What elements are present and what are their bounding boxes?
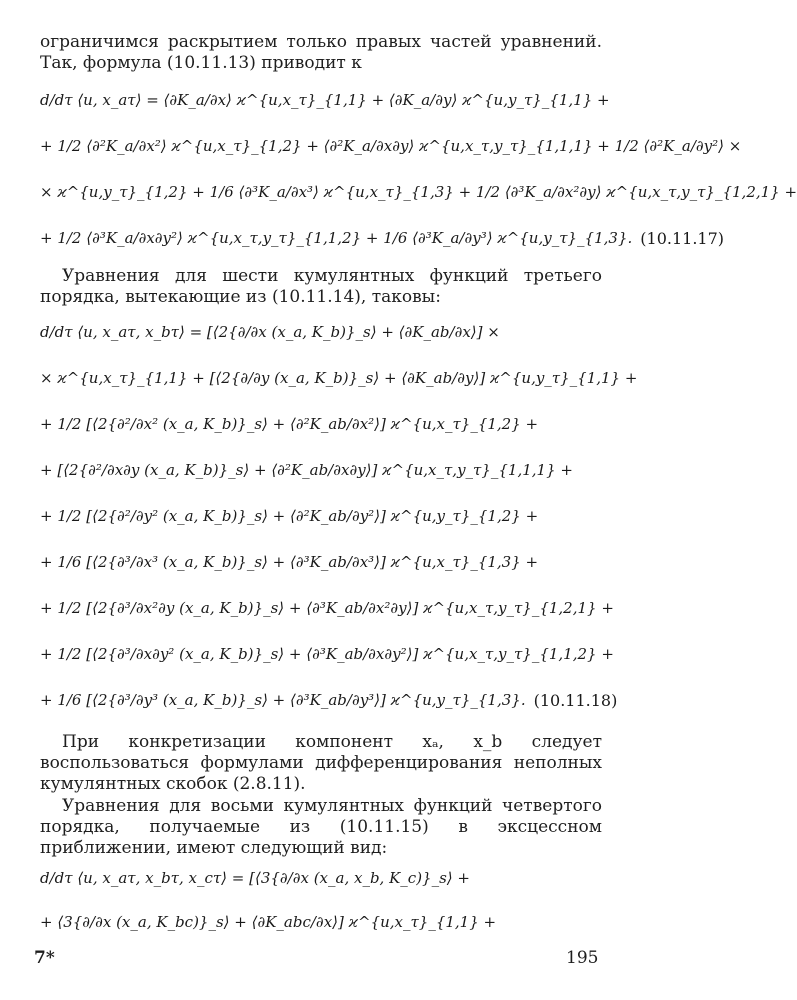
eq-10-11-18-line-2 xyxy=(40,356,638,400)
eq-10-11-18-line-5 xyxy=(40,494,602,538)
equation-text: + 1/2 [⟨2{∂³/∂x∂y² (x_a, K_b)}_s⟩ + ⟨∂³K_ab/∂x∂y²⟩] ϰ^{u,x_τ,y_τ}_{1,1,2} + xyxy=(40,645,614,663)
equation-text: + 1/2 [⟨2{∂²/∂y² (x_a, K_b)}_s⟩ + ⟨∂²K_ab/∂y²⟩] ϰ^{u,y_τ}_{1,2} + xyxy=(40,507,539,525)
eq-10-11-18-line-8 xyxy=(40,632,614,676)
eq-10-11-18-line-6 xyxy=(40,540,602,584)
equation-number-10-11-18: (10.11.18) xyxy=(533,690,618,710)
equation-text: d/dτ ⟨u, x_aτ⟩ = ⟨∂K_a/∂x⟩ ϰ^{u,x_τ}_{1,1} + ⟨∂K_a/∂y⟩ ϰ^{u,y_τ}_{1,1} + xyxy=(40,91,610,109)
eq-10-11-17-line-1 xyxy=(40,78,610,122)
equation-text: + 1/2 ⟨∂²K_a/∂x²⟩ ϰ^{u,x_τ}_{1,2} + ⟨∂²K_a/∂x∂y⟩ ϰ^{u,x_τ,y_τ}_{1,1,1} + 1/2 ⟨∂²K_a/∂y²⟩ × xyxy=(40,137,742,155)
eq-10-11-17-line-4 xyxy=(40,216,724,260)
equation-text: + ⟨3{∂/∂x (x_a, K_bc)}_s⟩ + ⟨∂K_abc/∂x⟩] ϰ^{u,x_τ}_{1,1} + xyxy=(40,913,497,931)
equation-text: × ϰ^{u,x_τ}_{1,1} + [⟨2{∂/∂y (x_a, K_b)}_s⟩ + ⟨∂K_ab/∂y⟩] ϰ^{u,y_τ}_{1,1} + xyxy=(40,369,638,387)
equation-text: + 1/6 [⟨2{∂³/∂x³ (x_a, K_b)}_s⟩ + ⟨∂³K_ab/∂x³⟩] ϰ^{u,x_τ}_{1,3} + xyxy=(40,553,539,571)
page-number: 195 xyxy=(566,948,599,968)
eq-10-11-18-line-3 xyxy=(40,402,602,446)
equation-text: d/dτ ⟨u, x_aτ, x_bτ, x_cτ⟩ = [⟨3{∂/∂x (x_a, x_b, K_c)}_s⟩ + xyxy=(40,869,470,887)
eq-10-11-18-line-4 xyxy=(40,448,602,492)
equation-text: d/dτ ⟨u, x_aτ, x_bτ⟩ = [⟨2{∂/∂x (x_a, K_b)}_s⟩ + ⟨∂K_ab/∂x⟩] × xyxy=(40,323,500,341)
eq-fourth-order-line-1 xyxy=(40,856,602,900)
eq-10-11-17-line-3 xyxy=(40,170,797,214)
eq-10-11-18-line-7 xyxy=(40,586,614,630)
equation-text: + 1/2 [⟨2{∂²/∂x² (x_a, K_b)}_s⟩ + ⟨∂²K_ab/∂x²⟩] ϰ^{u,x_τ}_{1,2} + xyxy=(40,415,539,433)
third-order-paragraph: Уравнения для шести кумулянтных функций третьего порядка, вытекающие из (10.11.14), таковы: xyxy=(40,266,602,307)
eq-10-11-18-line-9 xyxy=(40,678,618,722)
equation-text: + 1/6 [⟨2{∂³/∂y³ (x_a, K_b)}_s⟩ + ⟨∂³K_ab/∂y³⟩] ϰ^{u,y_τ}_{1,3}. xyxy=(40,691,526,709)
equation-text: × ϰ^{u,y_τ}_{1,2} + 1/6 ⟨∂³K_a/∂x³⟩ ϰ^{u,x_τ}_{1,3} + 1/2 ⟨∂³K_a/∂x²∂y⟩ ϰ^{u,x_τ,y_τ}_{1,2,1} + xyxy=(40,183,797,201)
equation-text: + 1/2 ⟨∂³K_a/∂x∂y²⟩ ϰ^{u,x_τ,y_τ}_{1,1,2} + 1/6 ⟨∂³K_a/∂y³⟩ ϰ^{u,y_τ}_{1,3}. xyxy=(40,229,633,247)
eq-fourth-order-line-2 xyxy=(40,900,602,944)
eq-10-11-17-line-2 xyxy=(40,124,742,168)
equation-text: + [⟨2{∂²/∂x∂y (x_a, K_b)}_s⟩ + ⟨∂²K_ab/∂x∂y⟩] ϰ^{u,x_τ,y_τ}_{1,1,1} + xyxy=(40,461,573,479)
eq-10-11-18-line-1 xyxy=(40,310,602,354)
fourth-order-paragraph: Уравнения для восьми кумулянтных функций четвертого порядка, получаемые из (10.11.15) в эксцессном приближении, имеют следующий вид: xyxy=(40,796,602,858)
intro-paragraph: ограничимся раскрытием только правых частей уравнений. Так, формула (10.11.13) приводит к xyxy=(40,32,602,73)
signature-mark: 7* xyxy=(34,948,55,968)
equation-number-10-11-17: (10.11.17) xyxy=(640,228,724,248)
specification-paragraph: При конкретизации компонент xₐ, x_b следует воспользоваться формулами дифференцирования неполных кумулянтных скобок (2.8.11). xyxy=(40,732,602,794)
equation-text: + 1/2 [⟨2{∂³/∂x²∂y (x_a, K_b)}_s⟩ + ⟨∂³K_ab/∂x²∂y⟩] ϰ^{u,x_τ,y_τ}_{1,2,1} + xyxy=(40,599,614,617)
